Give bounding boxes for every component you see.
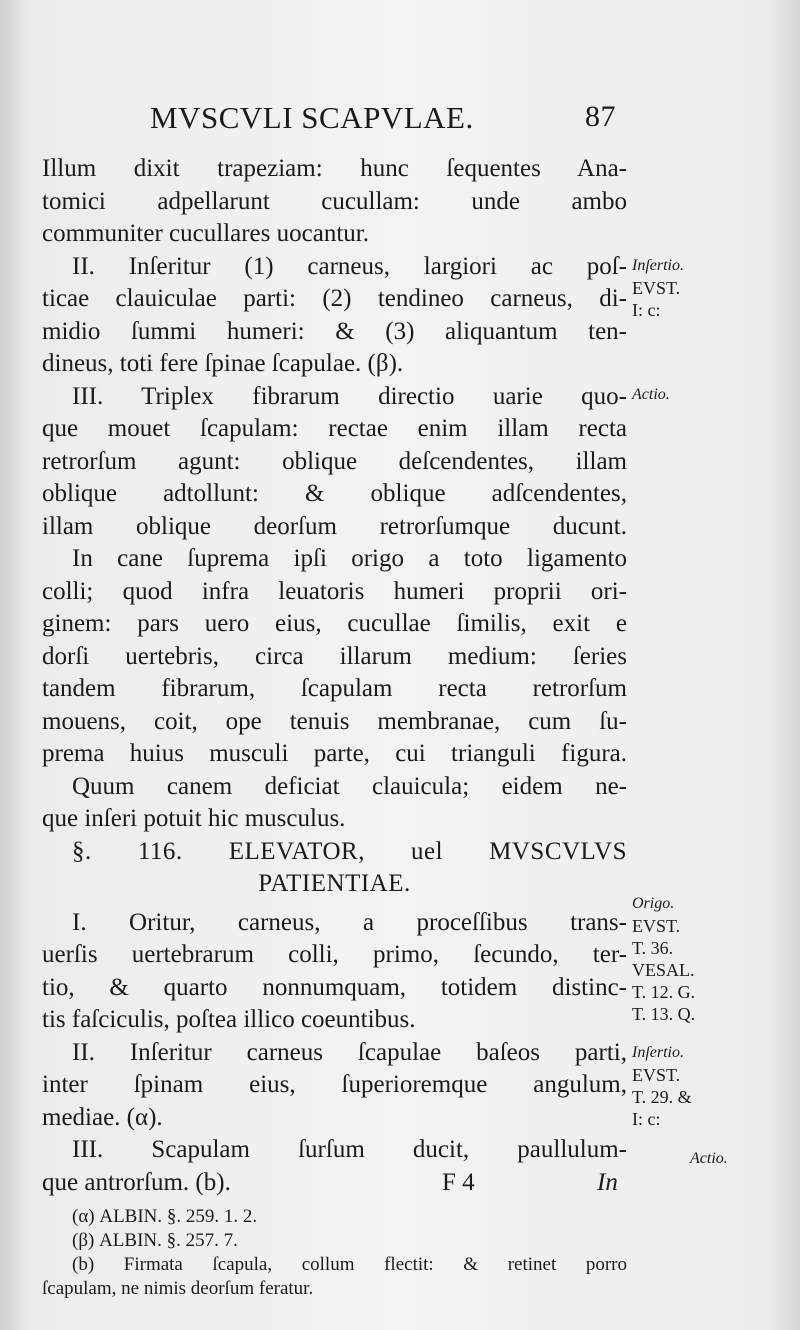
text-line: Illum dixit trapeziam: hunc ſequentes Ana- [42,155,627,182]
text-line: mediae. (α). [42,1103,163,1131]
margin-ref: T. 36. [632,938,674,958]
signature-mark: F 4 [442,1168,475,1196]
text-line: retrorſum agunt: oblique deſcendentes, illam [42,447,627,475]
text-line: In cane ſuprema ipſi origo a toto ligamento [72,545,627,572]
running-title: MVSCVLI SCAPVLAE. [150,100,474,135]
text-line: uerſis uertebrarum colli, primo, ſecundo, ter- [42,941,627,968]
footnote: (β) ALBIN. §. 257. 7. [72,1230,238,1251]
margin-label: Inſertio. [632,257,684,274]
text-segment: que antrorſum. (b). [42,1168,231,1196]
margin-ref: T. 29. & [632,1087,692,1107]
text-line: II. Inſeritur carneus ſcapulae baſeos parti, [72,1038,627,1066]
text-line: tomici adpellarunt cucullam: unde ambo [42,187,627,215]
text-line: tandem fibrarum, ſcapulam recta retrorſum [42,675,627,702]
margin-note-origo [632,893,732,1025]
text-line: ticae clauiculae parti: (2) tendineo carneus, di- [42,285,627,312]
margin-note-actio [632,384,732,406]
margin-ref: EVST. [632,1065,681,1085]
margin-label: Actio. [632,386,670,403]
margin-ref: EVST. [632,278,681,298]
page-number: 87 [585,100,616,133]
margin-note-insertio [632,255,732,321]
footnote: (α) ALBIN. §. 259. 1. 2. [72,1206,258,1227]
section-heading: §. 116. ELEVATOR, uel MVSCVLVS [72,837,627,865]
margin-note-actio-2 [690,1148,790,1170]
text-line: dineus, toti fere ſpinae ſcapulae. (β). [42,350,404,377]
footnote: (b) Firmata ſcapula, collum flectit: & retinet porro [72,1254,627,1275]
text-line: midio ſummi humeri: & (3) aliquantum ten- [42,317,627,345]
margin-note-insertio-2 [632,1042,732,1130]
catchword: In [597,1168,618,1196]
text-line: que inſeri potuit hic musculus. [42,805,346,832]
text-line: tio, & quarto nonnumquam, totidem distinc- [42,973,627,1001]
text-line: illam oblique deorſum retrorſumque ducunt. [42,512,627,540]
text-line: communiter cucullares uocantur. [42,220,369,247]
text-line: que mouet ſcapulam: rectae enim illam recta [42,415,627,442]
main-text [42,153,627,1301]
margin-ref: I: c: [632,1109,661,1129]
text-line: oblique adtollunt: & oblique adſcendentes, [42,480,627,507]
margin-ref: EVST. [632,916,681,936]
margin-label: Origo. [632,895,675,912]
margin-label: Inſertio. [632,1044,684,1061]
margin-ref: T. 12. G. [632,982,696,1002]
margin-label: Actio. [690,1150,728,1167]
margin-ref: I: c: [632,300,661,320]
margin-ref: VESAL. [632,960,695,980]
text-line: II. Inſeritur (1) carneus, largiori ac poſ- [72,252,627,280]
text-line: dorſi uertebris, circa illarum medium: ſeries [42,642,627,670]
text-line: tis faſciculis, poſtea illico coeuntibus. [42,1006,416,1033]
text-line: inter ſpinam eius, ſuperioremque angulum, [42,1071,627,1098]
text-line: I. Oritur, carneus, a proceſſibus trans- [72,908,627,936]
text-line [42,1167,627,1200]
text-line: Quum canem deficiat clauicula; eidem ne- [72,772,627,800]
section-heading-line2: PATIENTIAE. [258,870,411,897]
text-line: prema huius musculi parte, cui trianguli figura. [42,740,627,767]
text-line: mouens, coit, ope tenuis membranae, cum ſu- [42,707,627,735]
margin-ref: T. 13. Q. [632,1004,696,1024]
text-line: III. Triplex fibrarum directio uarie quo- [72,382,627,410]
footnote: ſcapulam, ne nimis deorſum feratur. [42,1278,314,1299]
text-line: III. Scapulam ſurſum ducit, paullulum- [72,1136,627,1163]
text-line: colli; quod infra leuatoris humeri proprii ori- [42,577,627,605]
text-line: ginem: pars uero eius, cucullae ſimilis, exit e [42,610,627,637]
